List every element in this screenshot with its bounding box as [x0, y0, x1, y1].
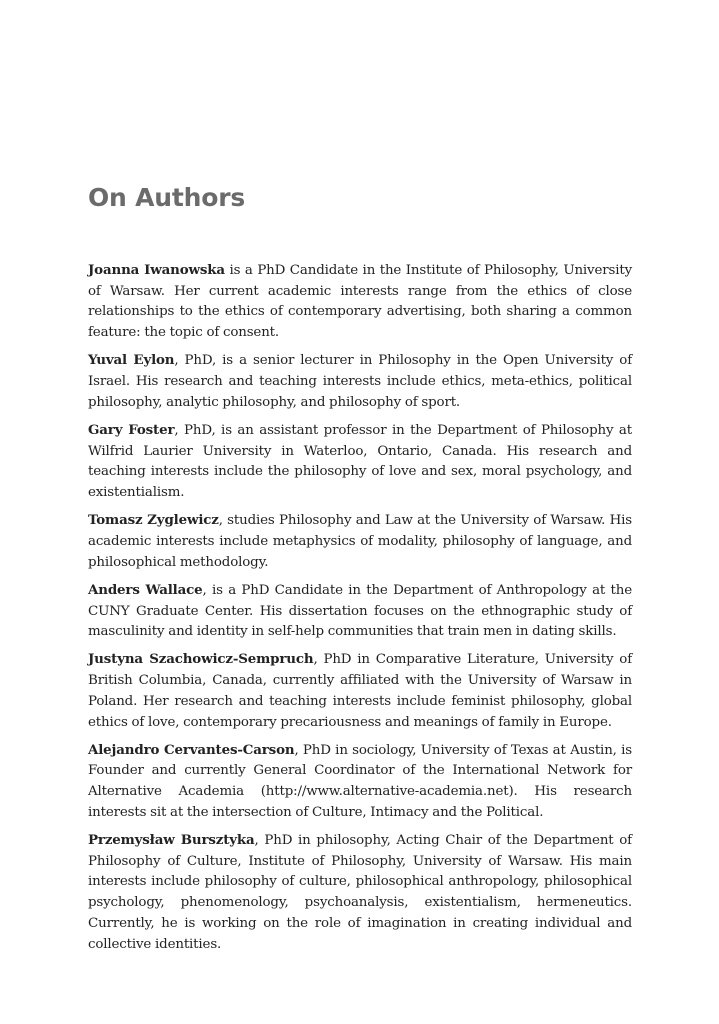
author-bio-szachowicz-sempruch	[88, 649, 632, 733]
author-description: , PhD, is an assistant professor in the Department of Philosophy at Wilfrid Laurier University in Waterloo, Ontario, Canada. His research and teaching interests include the philosophy of love and sex, moral psychology, and existentialism.	[88, 422, 632, 501]
author-bio-wallace	[88, 580, 632, 643]
author-name: Yuval Eylon	[88, 352, 175, 369]
author-description: , studies Philosophy and Law at the University of Warsaw. His academic interests include metaphysics of modality, philosophy of language, and philosophical methodology.	[88, 513, 632, 570]
author-name: Alejandro Cervantes-Carson	[88, 741, 295, 758]
author-bio-bursztyka	[88, 830, 632, 955]
author-name: Tomasz Zyglewicz	[88, 512, 219, 529]
author-name: Przemysław Bursztyka	[88, 832, 255, 849]
page-title: On Authors	[88, 183, 246, 212]
author-bio-zyglewicz	[88, 510, 632, 573]
author-description: , is a PhD Candidate in the Department of Anthropology at the CUNY Graduate Center. His dissertation focuses on the ethnographic study of masculinity and identity in self-help communities that train men in dating skills.	[88, 582, 633, 640]
author-name: Gary Foster	[88, 421, 175, 438]
author-description: , PhD in Comparative Literature, University of British Columbia, Canada, currently affiliated with the University of Warsaw in Poland. Her research and teaching interests include feminist philosophy, global ethics of love, contemporary precariousness and meanings of family in Europe.	[88, 652, 633, 730]
author-bios	[88, 260, 632, 962]
author-description: is a PhD Candidate in the Institute of Philosophy, University of Warsaw. Her current academic interests range from the ethics of close relationships to the ethics of contemporary advertising, both sharing a common feature: the topic of consent.	[88, 263, 632, 341]
author-name: Anders Wallace	[88, 581, 203, 598]
author-description: , PhD in sociology, University of Texas at Austin, is Founder and currently General Coordinator of the International Network for Alternative Academia (http://www.alternative-academia.net). His research interests sit at the intersection of Culture, Intimacy and the Political.	[88, 742, 632, 820]
author-name: Joanna Iwanowska	[88, 262, 225, 278]
author-description: , PhD in philosophy, Acting Chair of the Department of Philosophy of Culture, Institute of Philosophy, University of Warsaw. His main interests include philosophy of culture, philosophical anthropology, philosophical psychology, phenomenology, psychoanalysis, existentialism, hermeneutics. Currently, he is working on the role of imagination in creating individual and collective identities.	[88, 833, 632, 952]
author-bio-iwanowska	[88, 260, 632, 344]
author-description: , PhD, is a senior lecturer in Philosophy in the Open University of Israel. His research and teaching interests include ethics, meta-ethics, political philosophy, analytic philosophy, and philosophy of sport.	[88, 353, 632, 410]
author-bio-foster	[88, 420, 632, 504]
author-bio-cervantes-carson	[88, 740, 632, 824]
author-name: Justyna Szachowicz-Sempruch	[88, 651, 314, 668]
author-bio-eylon	[88, 350, 632, 413]
